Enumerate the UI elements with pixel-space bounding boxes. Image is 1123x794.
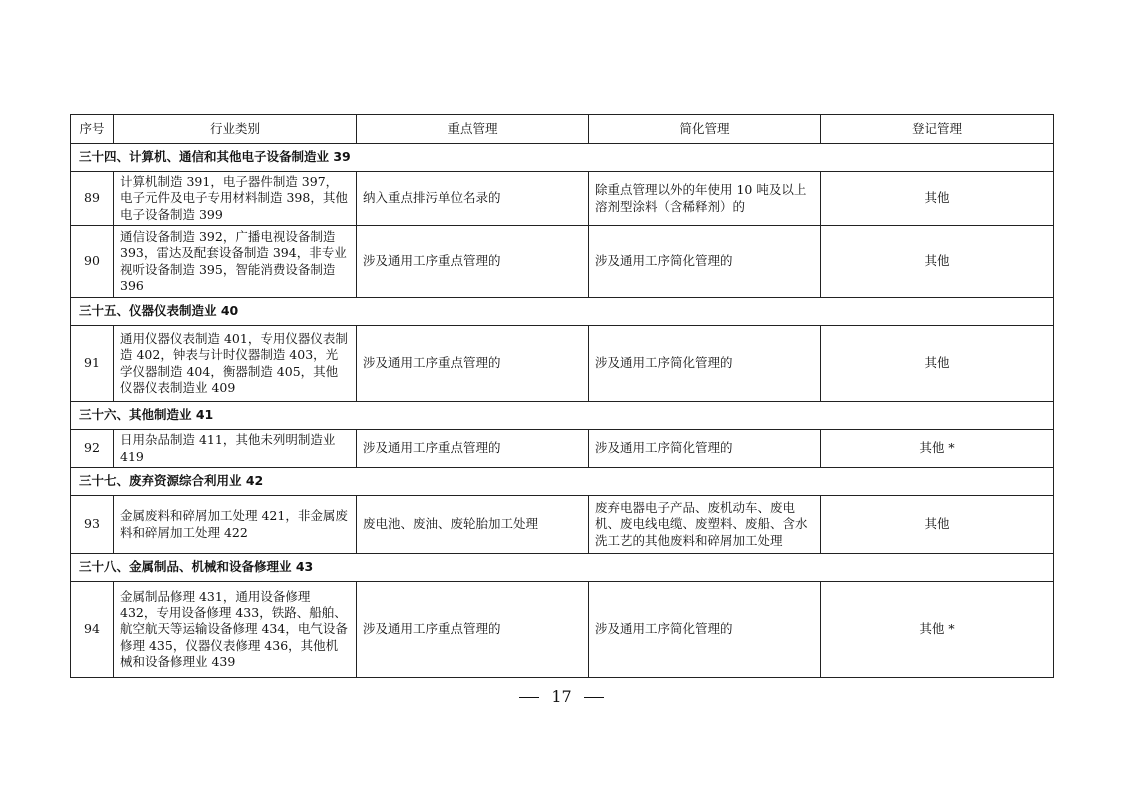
row-industry-category: 金属制品修理 431，通用设备修理 432，专用设备修理 433，铁路、船舶、航空航天等运输设备修理 434，电气设备修理 435，仪器仪表修理 436，其他机械和设备修理业 439 [114,582,357,678]
section-row [71,144,1054,172]
row-key-management: 纳入重点排污单位名录的 [357,172,589,226]
row-key-management: 涉及通用工序重点管理的 [357,582,589,678]
row-simplified-management: 废弃电器电子产品、废机动车、废电机、废电线电缆、废塑料、废船、含水洗工艺的其他废料和碎屑加工处理 [589,496,821,554]
row-number: 89 [71,172,114,226]
header-industry-category: 行业类别 [114,115,357,144]
row-number: 93 [71,496,114,554]
row-simplified-management: 涉及通用工序简化管理的 [589,226,821,298]
section-title: 三十七、废弃资源综合利用业 42 [71,468,1054,496]
row-key-management: 涉及通用工序重点管理的 [357,326,589,402]
row-registration-management: 其他 [821,496,1054,554]
footer-dash-left [519,697,539,698]
table-row [71,172,1054,226]
row-simplified-management: 涉及通用工序简化管理的 [589,582,821,678]
table-row [71,226,1054,298]
table-row [71,326,1054,402]
section-title: 三十六、其他制造业 41 [71,402,1054,430]
permit-classification-table [70,114,1054,678]
row-number: 90 [71,226,114,298]
section-row [71,402,1054,430]
table-row [71,496,1054,554]
row-registration-management: 其他 * [821,430,1054,468]
header-registration-management: 登记管理 [821,115,1054,144]
row-industry-category: 金属废料和碎屑加工处理 421，非金属废料和碎屑加工处理 422 [114,496,357,554]
section-row [71,468,1054,496]
section-title: 三十五、仪器仪表制造业 40 [71,298,1054,326]
row-industry-category: 计算机制造 391，电子器件制造 397，电子元件及电子专用材料制造 398，其他电子设备制造 399 [114,172,357,226]
row-simplified-management: 涉及通用工序简化管理的 [589,430,821,468]
section-title: 三十四、计算机、通信和其他电子设备制造业 39 [71,144,1054,172]
row-industry-category: 通用仪器仪表制造 401，专用仪器仪表制造 402，钟表与计时仪器制造 403，光学仪器制造 404，衡器制造 405，其他仪器仪表制造业 409 [114,326,357,402]
table-row [71,430,1054,468]
row-number: 92 [71,430,114,468]
table-header-row [71,115,1054,144]
row-number: 91 [71,326,114,402]
row-registration-management: 其他 [821,226,1054,298]
row-registration-management: 其他 * [821,582,1054,678]
row-key-management: 涉及通用工序重点管理的 [357,430,589,468]
footer-dash-right [584,697,604,698]
section-row [71,554,1054,582]
row-key-management: 废电池、废油、废轮胎加工处理 [357,496,589,554]
section-row [71,298,1054,326]
header-serial-number: 序号 [71,115,114,144]
row-registration-management: 其他 [821,172,1054,226]
row-industry-category: 日用杂品制造 411，其他未列明制造业 419 [114,430,357,468]
row-simplified-management: 涉及通用工序简化管理的 [589,326,821,402]
row-industry-category: 通信设备制造 392，广播电视设备制造 393，雷达及配套设备制造 394，非专业视听设备制造 395，智能消费设备制造 396 [114,226,357,298]
page-number: 17 [551,687,572,706]
header-key-management: 重点管理 [357,115,589,144]
table-row [71,582,1054,678]
header-simplified-management: 简化管理 [589,115,821,144]
page-footer [0,687,1123,706]
row-simplified-management: 除重点管理以外的年使用 10 吨及以上溶剂型涂料（含稀释剂）的 [589,172,821,226]
row-number: 94 [71,582,114,678]
section-title: 三十八、金属制品、机械和设备修理业 43 [71,554,1054,582]
row-registration-management: 其他 [821,326,1054,402]
row-key-management: 涉及通用工序重点管理的 [357,226,589,298]
